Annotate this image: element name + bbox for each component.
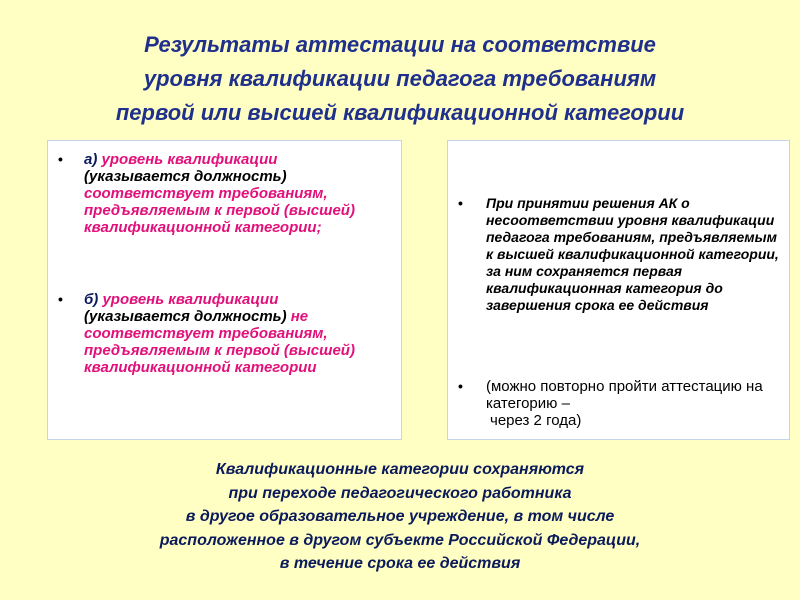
bullet-icon: • xyxy=(58,151,63,167)
page-title xyxy=(0,28,800,130)
bullet-icon: • xyxy=(458,378,463,394)
item-b-text2: (указывается должность) xyxy=(84,308,287,325)
item-b-neg: не xyxy=(286,308,309,325)
item-a-text3: соответствует требованиям, предъявляемым к первой (высшей) квалификационной категории; xyxy=(84,185,355,236)
left-panel xyxy=(47,140,402,440)
item-a-prefix: а) xyxy=(84,151,98,168)
footer-line-4: расположенное в другом субъекте Российской Федерации, xyxy=(159,531,641,549)
footer-line-2: при переходе педагогического работника xyxy=(228,484,572,502)
item-a-text1: уровень квалификации xyxy=(97,151,278,168)
item-a-text2: (указывается должность) xyxy=(84,168,287,185)
footer-note xyxy=(0,458,800,576)
title-line-1: Результаты аттестации на соответствие xyxy=(144,32,656,57)
bullet-icon: • xyxy=(58,291,63,307)
footer-line-1: Квалификационные категории сохраняются xyxy=(215,461,585,478)
title-line-3: первой или высшей квалификационной категории xyxy=(115,100,685,125)
item-b-prefix: б) xyxy=(84,291,99,308)
item-b-text3: соответствует требованиям, предъявляемым к первой (высшей) квалификационной категории xyxy=(84,325,355,376)
title-line-2: уровня квалификации педагога требованиям xyxy=(143,66,657,91)
bullet-icon: • xyxy=(458,195,463,211)
note-text: При принятии решения АК о несоответствии уровня квалификации педагога требованиям, предъявляемым к высшей квалификационной категории, за ним сохраняется первая квалификационная категория до завершения срока ее действия xyxy=(486,195,779,313)
item-b-text1: уровень квалификации xyxy=(98,291,279,308)
footer-line-5: в течение срока ее действия xyxy=(279,555,521,572)
retry-text: (можно повторно пройти аттестацию на категорию – xyxy=(486,378,763,412)
retry-text-2: через 2 года) xyxy=(490,412,582,429)
right-panel xyxy=(447,140,790,440)
footer-line-3: в другое образовательное учреждение, в том числе xyxy=(185,508,615,525)
